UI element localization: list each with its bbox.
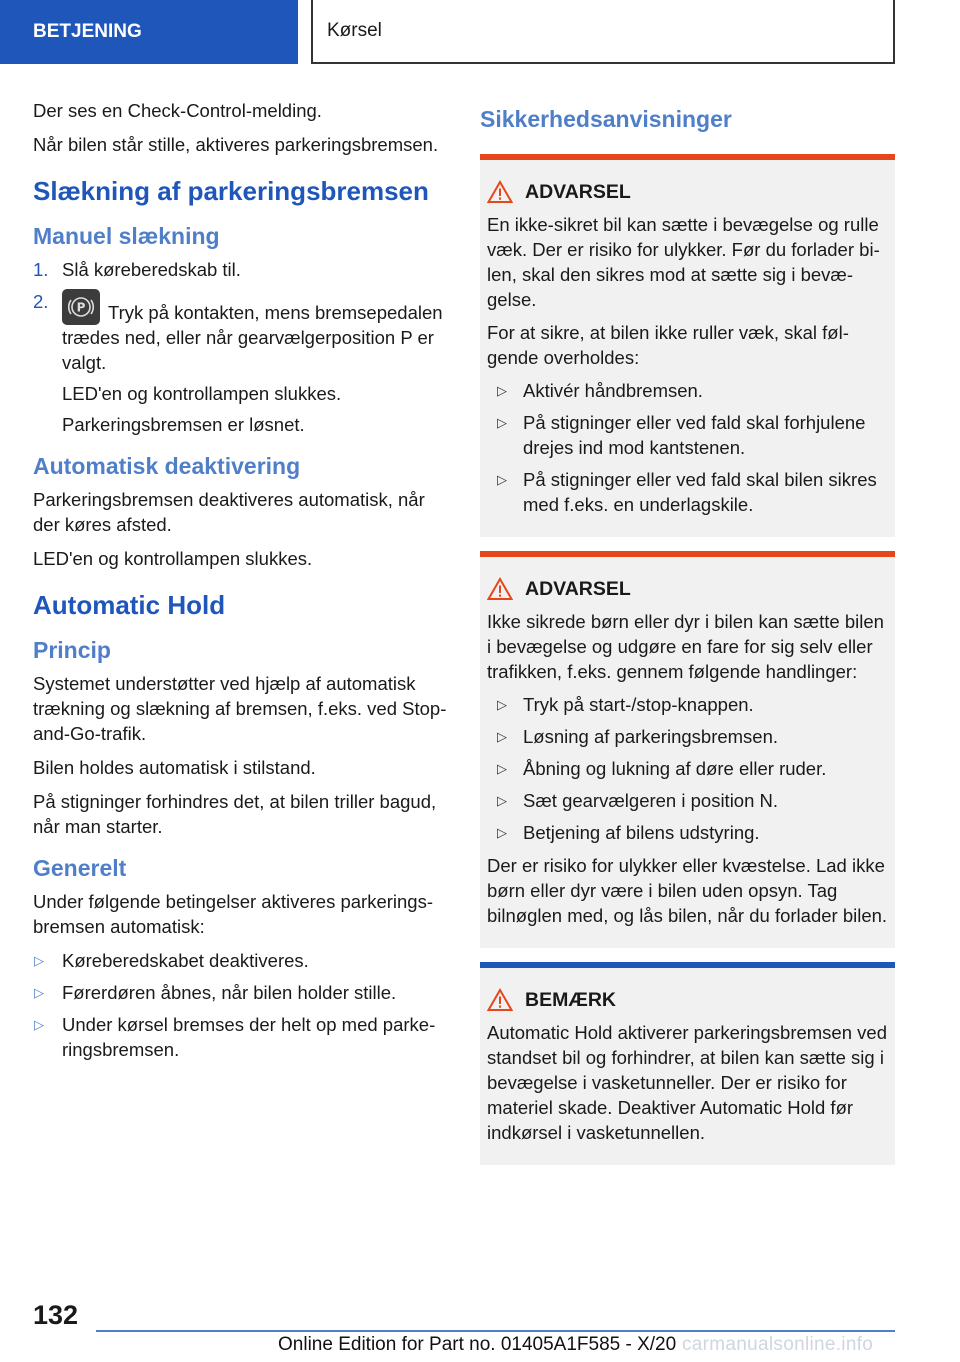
warning-box [480, 154, 895, 537]
triangle-bullet-icon: ▷ [497, 472, 507, 487]
list-item [33, 948, 448, 973]
list-item [487, 820, 889, 845]
footer-divider [96, 1330, 895, 1332]
list-item [487, 410, 889, 460]
step-text: Slå køreberedskab til. [62, 259, 241, 280]
list-item-text: Aktivér håndbremsen. [523, 380, 703, 401]
list-item [487, 724, 889, 749]
right-column [480, 98, 895, 1179]
triangle-bullet-icon: ▷ [34, 985, 44, 1000]
list-item-text: Betjening af bilens udstyring. [523, 822, 760, 843]
list-item-text: På stigninger eller ved fald skal forhjulene drejes ind mod kantstenen. [523, 412, 866, 458]
parking-brake-switch-icon [62, 289, 100, 325]
principle-paragraph: Bilen holdes automatisk i stilstand. [33, 757, 316, 778]
warning-label: ADVARSEL [525, 180, 631, 203]
note-box [480, 962, 895, 1165]
page-number: 132 [33, 1300, 79, 1330]
note-text: Automatic Hold aktiverer parkeringsbremsen ved standset bil og forhindrer, at bilen kan sætte sig i bevægelse i vasketunneller. Der er risiko for materiel skade. Deaktiver Automatic Hold før indkørsel i vasketunnellen. [487, 1022, 887, 1143]
step-number: 2. [33, 291, 49, 312]
warning-box [480, 551, 895, 948]
heading-release: Slækning af parkeringsbremsen [33, 176, 429, 206]
triangle-bullet-icon: ▷ [497, 729, 507, 744]
auto-paragraph: LED'en og kontrollampen slukkes. [33, 548, 313, 569]
list-item [487, 756, 889, 781]
triangle-bullet-icon: ▷ [34, 953, 44, 968]
intro-paragraph: Når bilen står stille, aktiveres parkeringsbremsen. [33, 134, 439, 155]
heading-principle: Princip [33, 637, 111, 663]
general-conditions-list [33, 948, 448, 1062]
warning-text: En ikke-sikret bil kan sætte i bevægelse og rulle væk. Der er risiko for ulykker. Før du forlader bilen, skal den sikres mod at sætte sig i bevægelse. [487, 214, 880, 310]
principle-paragraph: På stigninger forhindres det, at bilen triller bagud, når man starter. [33, 791, 437, 837]
triangle-bullet-icon: ▷ [497, 383, 507, 398]
list-item-text: Åbning og lukning af døre eller ruder. [523, 758, 827, 779]
chapter-title-box [311, 0, 895, 64]
heading-automatic-hold: Automatic Hold [33, 590, 226, 620]
heading-manual-release: Manuel slækning [33, 223, 220, 249]
list-item-text: Køreberedskabet deaktiveres. [62, 950, 309, 971]
watermark: carmanualsonline.info [682, 1334, 874, 1355]
list-item-text: Sæt gearvælgeren i position N. [523, 790, 779, 811]
svg-text:P: P [76, 300, 86, 315]
section-tab [0, 0, 298, 64]
left-column [33, 98, 448, 1070]
heading-general: Generelt [33, 855, 127, 881]
triangle-bullet-icon: ▷ [34, 1017, 44, 1032]
list-item-text: Under kørsel bremses der helt op med parkeringsbremsen. [62, 1014, 436, 1060]
step-result: Parkeringsbremsen er løsnet. [62, 414, 305, 435]
warning-triangle-icon [487, 577, 513, 601]
list-item-text: Løsning af parkeringsbremsen. [523, 726, 779, 747]
step-text: Tryk på kontakten, mens bremsepedalen trædes ned, eller når gearvælgerposition P er valgt. [62, 302, 443, 373]
note-label: BEMÆRK [525, 988, 616, 1011]
list-item [487, 467, 889, 517]
triangle-bullet-icon: ▷ [497, 793, 507, 808]
warning-list [487, 378, 889, 517]
warning-text: Ikke sikrede børn eller dyr i bilen kan sætte bilen i bevægelse og udgøre en fare for sig selv eller trafikken, f.eks. gennem følgende handlinger: [487, 611, 884, 682]
footer-edition: Online Edition for Part no. 01405A1F585 - X/20 [278, 1334, 677, 1355]
general-paragraph: Under følgende betingelser aktiveres parkeringsbremsen automatisk: [33, 891, 434, 937]
intro-paragraph: Der ses en Check-Control-melding. [33, 100, 322, 121]
warning-text: For at sikre, at bilen ikke ruller væk, skal følgende overholdes: [487, 322, 849, 368]
step-number: 1. [33, 259, 49, 280]
step-result: LED'en og kontrollampen slukkes. [62, 383, 342, 404]
section-label: BETJENING [33, 21, 142, 42]
list-item [33, 1012, 448, 1062]
list-item-text: Tryk på start-/stop-knappen. [523, 694, 754, 715]
triangle-bullet-icon: ▷ [497, 825, 507, 840]
chapter-title: Kørsel [327, 20, 382, 41]
triangle-bullet-icon: ▷ [497, 761, 507, 776]
warning-text: Der er risiko for ulykker eller kvæstelse. Lad ikke børn eller dyr være i bilen uden opsyn. Tag bilnøglen med, og lås bilen, når du forlader bilen. [487, 855, 888, 926]
auto-paragraph: Parkeringsbremsen deaktiveres automatisk, når der køres afsted. [33, 489, 425, 535]
list-item [487, 788, 889, 813]
note-header [487, 988, 889, 1012]
warning-header [487, 180, 889, 204]
list-item-text: På stigninger eller ved fald skal bilen sikres med f.eks. en underlagskile. [523, 469, 877, 515]
manual-steps-list [33, 257, 448, 437]
warning-header [487, 577, 889, 601]
warning-label: ADVARSEL [525, 577, 631, 600]
list-item [487, 692, 889, 717]
step-item [33, 257, 448, 282]
step-item [33, 289, 448, 437]
list-item [487, 378, 889, 403]
heading-auto-deactivation: Automatisk deaktivering [33, 453, 301, 479]
triangle-bullet-icon: ▷ [497, 415, 507, 430]
list-item [33, 980, 448, 1005]
warning-triangle-icon [487, 180, 513, 204]
triangle-bullet-icon: ▷ [497, 697, 507, 712]
principle-paragraph: Systemet understøtter ved hjælp af automatisk trækning og slækning af bremsen, f.eks. ved Stop-and-Go-trafik. [33, 673, 447, 744]
safety-heading: Sikkerhedsanvisninger [480, 106, 732, 132]
warning-triangle-icon [487, 988, 513, 1012]
list-item-text: Førerdøren åbnes, når bilen holder stille. [62, 982, 397, 1003]
warning-list [487, 692, 889, 845]
